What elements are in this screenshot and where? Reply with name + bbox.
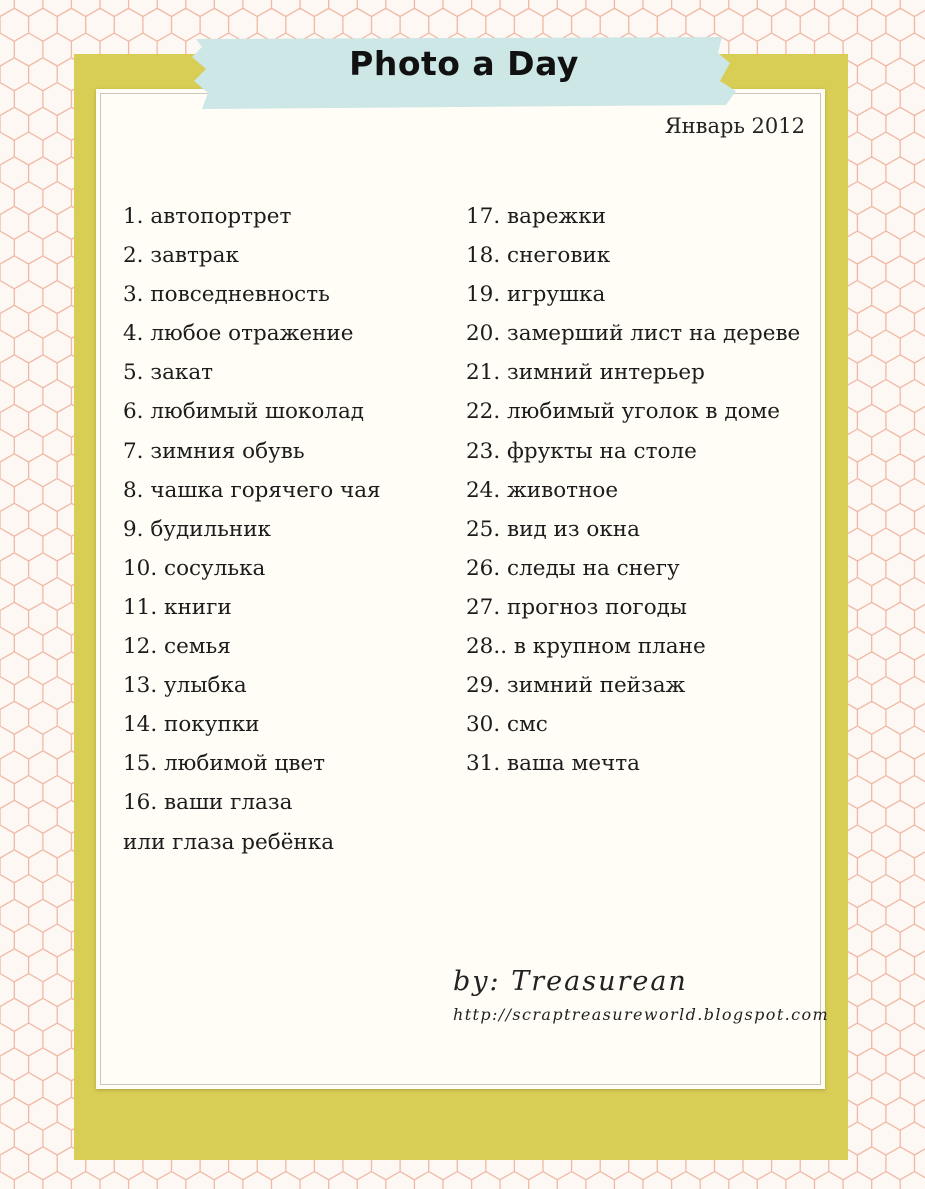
list-item: 2. завтрак [123, 243, 239, 269]
list-item: 1. автопортрет [123, 204, 292, 229]
list-item: 5. закат [123, 360, 214, 386]
list-item: 3. повседневность [123, 282, 330, 308]
signature [453, 966, 829, 1024]
list-item: 17. варежки [466, 204, 606, 229]
prompt-list-right [466, 197, 800, 783]
list-item: 13. улыбка [123, 673, 247, 699]
list-item: 11. книги [123, 594, 232, 620]
signature-url: http://scraptreasureworld.blogspot.com [453, 1005, 830, 1024]
list-item: 16. ваши глаза [123, 790, 293, 816]
list-item: 28.. в крупном плане [466, 634, 706, 660]
list-item: 27. прогноз погоды [466, 594, 687, 620]
title-ribbon [192, 33, 736, 113]
month-label: Январь 2012 [664, 114, 805, 138]
list-item: 24. животное [466, 477, 619, 503]
list-item: 15. любимой цвет [123, 751, 326, 777]
list-item: 21. зимний интерьер [466, 360, 705, 386]
list-item: 9. будильник [123, 516, 271, 542]
list-item: 18. снеговик [466, 243, 611, 269]
list-item: 25. вид из окна [466, 516, 640, 542]
list-item: 14. покупки [123, 712, 260, 738]
list-item: или глаза ребёнка [123, 829, 335, 855]
list-item: 19. игрушка [466, 282, 606, 308]
list-item: 20. замерший лист на дереве [466, 321, 801, 347]
list-item: 30. смс [466, 712, 548, 738]
list-item: 26. следы на снегу [466, 555, 680, 581]
list-item: 12. семья [123, 634, 231, 660]
list-item: 7. зимния обувь [123, 438, 305, 464]
list-item: 6. любимый шоколад [123, 399, 365, 425]
list-item: 23. фрукты на столе [466, 438, 697, 464]
page-title: Photo a Day [349, 44, 579, 83]
list-item: 8. чашка горячего чая [123, 477, 381, 503]
list-item: 22. любимый уголок в доме [466, 399, 780, 425]
list-item: 31. ваша мечта [466, 751, 640, 777]
list-item: 10. сосулька [123, 555, 266, 581]
list-item: 29. зимний пейзаж [466, 673, 686, 699]
prompt-list-left [123, 197, 381, 862]
list-item: 4. любое отражение [123, 321, 354, 347]
signature-author: by: Treasurean [453, 966, 688, 997]
